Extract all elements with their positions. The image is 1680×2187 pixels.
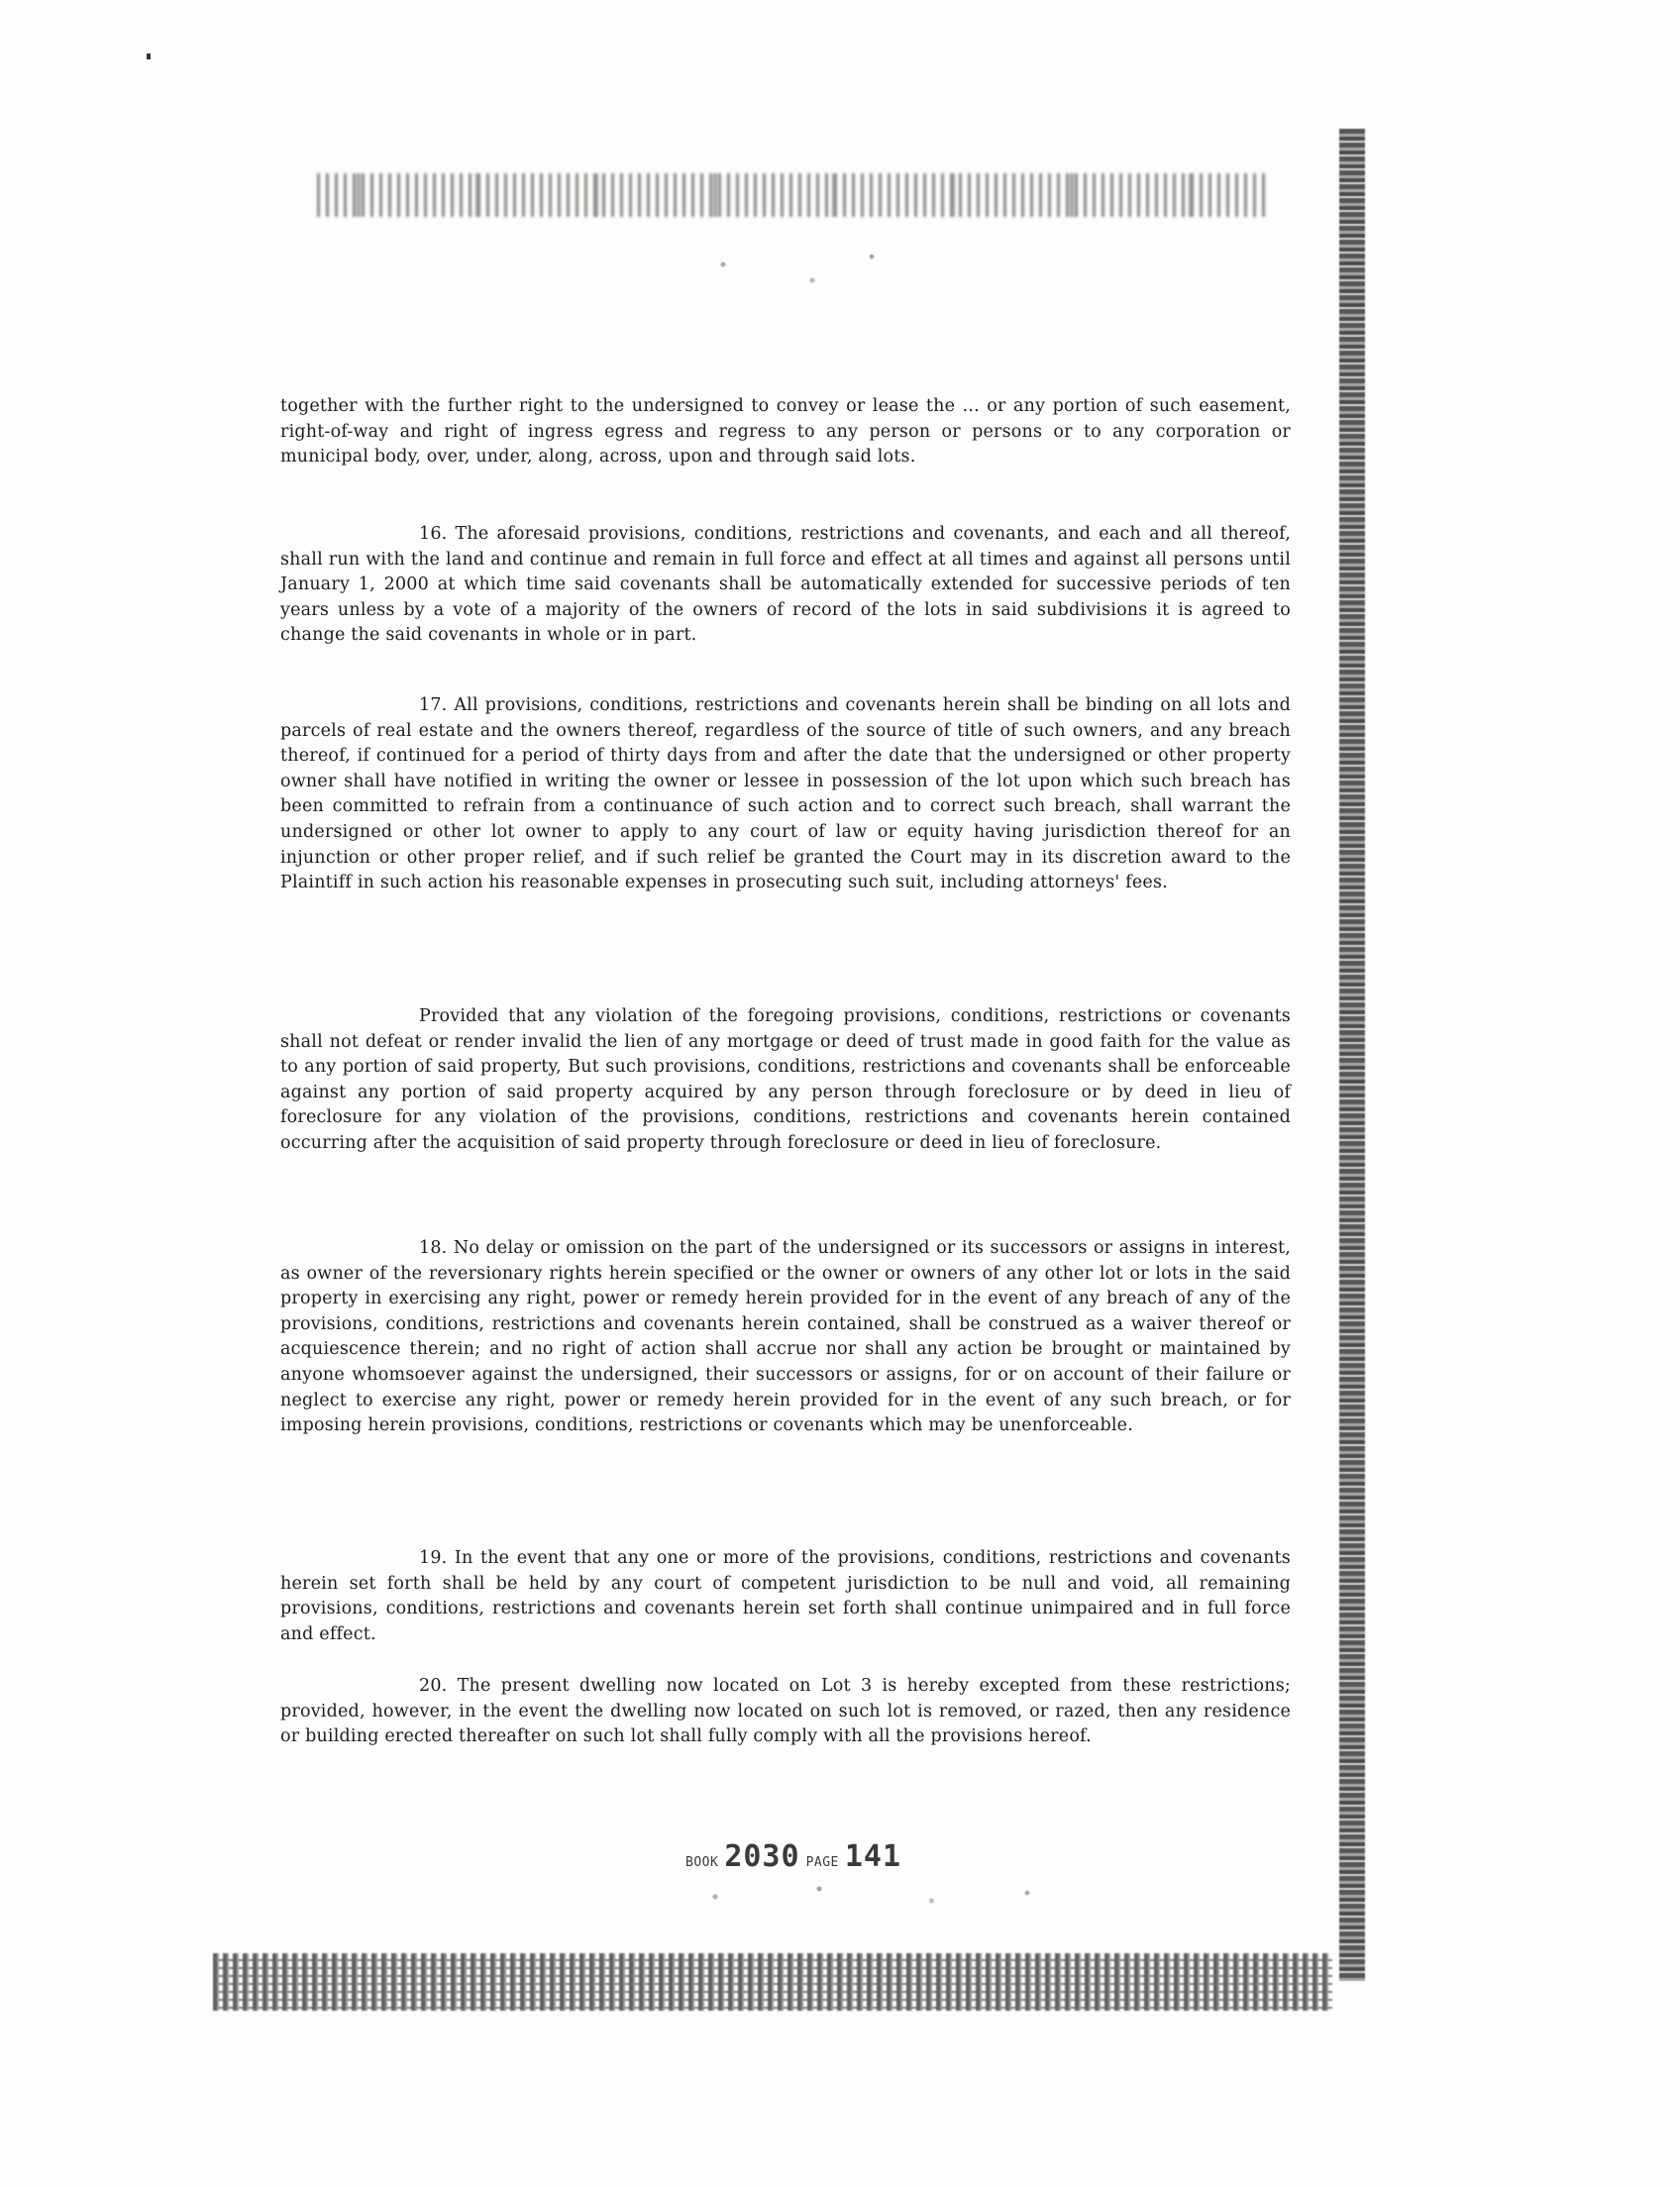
top-scan-smudge [317,173,1268,217]
book-number: 2030 [724,1839,800,1874]
paragraph-intro [280,394,1291,470]
page-label: PAGE [805,1855,839,1870]
paragraph-19-text: 19. In the event that any one or more of the provisions, conditions, restrictions and covenants herein set forth shall be held by any court of competent jurisdiction to be null and void, all remaining provisions, conditions, restrictions and covenants herein set forth shall continue unimpaired and in full force and effect. [280,1548,1291,1644]
paragraph-16-text: 16. The aforesaid provisions, conditions, restrictions and covenants, and each and all thereof, shall run with the land and continue and remain in full force and effect at all times and against all persons until January 1, 2000 at which time said covenants shall be automatically extended for successive periods of ten years unless by a vote of a majority of the owners of record of the lots in said subdivisions it is agreed to change the said covenants in whole or in part. [280,524,1291,646]
right-binding-artifact [1339,129,1365,1981]
paragraph-18 [280,1236,1291,1439]
paragraph-intro-text: together with the further right to the undersigned to convey or lease the ... or any portion of such easement, right-of-way and right of ingress egress and regress to any person or persons or to any corporation or municipal body, over, under, along, across, upon and through said lots. [280,396,1291,468]
top-scan-noise [634,233,931,312]
paragraph-17 [280,693,1291,896]
paragraph-16 [280,522,1291,649]
stamp-scan-noise [674,1877,1090,1917]
paragraph-provided [280,1004,1291,1157]
scan-speck [147,53,151,59]
book-page-stamp [685,1839,901,1874]
page-number: 141 [844,1839,902,1874]
paragraph-18-text: 18. No delay or omission on the part of the undersigned or its successors or assigns in interest, as owner of the reversionary rights herein specified or the owner or owners of any other lot or lots in the said property in exercising any right, power or remedy herein provided for in the event of any breach of any of the provisions, conditions, restrictions and covenants herein contained, shall be construed as a waiver thereof or acquiescence therein; and no right of action shall accrue nor shall any action be brought or maintained by anyone whomsoever against the undersigned, their successors or assigns, for or on account of their failure or neglect to exercise any right, power or remedy herein provided for in the event of any such breach, or for imposing herein provisions, conditions, restrictions or covenants which may be unenforceable. [280,1238,1291,1436]
paragraph-20-text: 20. The present dwelling now located on Lot 3 is hereby excepted from these restrictions; provided, however, in the event the dwelling now located on such lot is removed, or razed, then any residence or building erected thereafter on such lot shall fully comply with all the provisions hereof. [280,1676,1291,1747]
paragraph-20 [280,1674,1291,1750]
book-label: BOOK [685,1855,719,1870]
bottom-scan-smudge [213,1953,1332,2011]
paragraph-provided-text: Provided that any violation of the foregoing provisions, conditions, restrictions or covenants shall not defeat or render invalid the lien of any mortgage or deed of trust made in good faith for the value as to any portion of said property, But such provisions, conditions, restrictions and covenants shall be enforceable against any portion of said property acquired by any person through foreclosure or by deed in lieu of foreclosure for any violation of the provisions, conditions, restrictions and covenants herein contained occurring after the acquisition of said property through foreclosure or deed in lieu of foreclosure. [280,1006,1291,1153]
paragraph-19 [280,1546,1291,1647]
paragraph-17-text: 17. All provisions, conditions, restrictions and covenants herein shall be binding on all lots and parcels of real estate and the owners thereof, regardless of the source of title of such owners, and any breach thereof, if continued for a period of thirty days from and after the date that the undersigned or other property owner shall have notified in writing the owner or lessee in possession of the lot upon which such breach has been committed to refrain from a continuance of such action and to correct such breach, shall warrant the undersigned or other lot owner to apply to any court of law or equity having jurisdiction thereof for an injunction or other proper relief, and if such relief be granted the Court may in its discretion award to the Plaintiff in such action his reasonable expenses in prosecuting such suit, including attorneys' fees. [280,695,1291,893]
